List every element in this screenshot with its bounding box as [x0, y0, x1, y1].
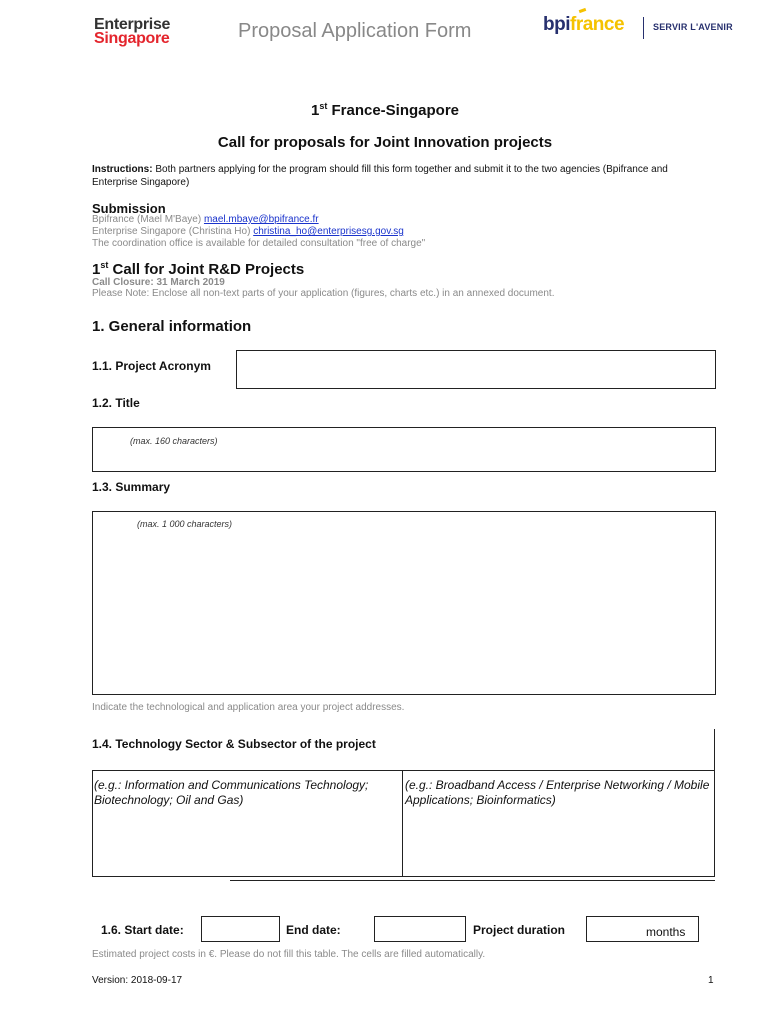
submission-note: The coordination office is available for detailed consultation "free of charge" [92, 238, 426, 249]
bpifrance-logo [543, 14, 624, 36]
logo-divider [643, 17, 644, 39]
heading-edition: 1st France-Singapore [310, 101, 460, 119]
logo-es-line1: Enterprise [94, 16, 171, 33]
version-label: Version: 2018-09-17 [92, 975, 183, 986]
acronym-label: 1.1. Project Acronym [92, 359, 211, 373]
acronym-field[interactable] [236, 350, 716, 389]
call-title: 1st Call for Joint R&D Projects [92, 260, 305, 278]
call-closure: Call Closure: 31 March 2019 [92, 277, 225, 288]
tech-table-right-border-top [714, 729, 715, 877]
summary-hint: (max. 1 000 characters) [137, 519, 233, 529]
email-link-esg[interactable]: christina_ho@enterprisesg.gov.sg [253, 226, 404, 237]
heading-call: Call for proposals for Joint Innovation projects [217, 134, 553, 151]
title-hint: (max. 160 characters) [130, 436, 218, 446]
start-date-field[interactable] [201, 916, 280, 942]
call-note: Please Note: Enclose all non-text parts of your application (figures, charts etc.) in an annexed document. [92, 288, 555, 299]
email-link-bpifrance[interactable]: mael.mbaye@bpifrance.fr [203, 214, 319, 225]
page-number: 1 [708, 975, 714, 986]
summary-label: 1.3. Summary [92, 480, 171, 494]
instructions [92, 163, 702, 189]
indicate-note: Indicate the technological and application area your project addresses. [92, 702, 405, 713]
title-label: 1.2. Title [92, 396, 140, 410]
duration-unit: months [646, 925, 686, 939]
submission-contact-esg: Enterprise Singapore (Christina Ho) christina_ho@enterprisesg.gov.sg [92, 226, 404, 237]
title-field[interactable] [92, 427, 716, 472]
tech-subsector-cell[interactable]: (e.g.: Broadband Access / Enterprise Networking / Mobile Applications; Bioinformatics) [405, 778, 710, 807]
end-date-label: End date: [286, 923, 341, 937]
tech-table-secondary-line [230, 880, 715, 881]
submission-contact-bpifrance: Bpifrance (Mael M'Baye) mael.mbaye@bpifrance.fr [92, 214, 319, 225]
submission-title: Submission [92, 201, 166, 216]
tech-sector-label: 1.4. Technology Sector & Subsector of the project [92, 737, 376, 751]
form-title: Proposal Application Form [238, 20, 472, 42]
tech-table-bottom-border [92, 876, 715, 877]
instructions-text: Both partners applying for the program should fill this form together and submit it to the two agencies (Bpifrance and Enterprise Singapore) [92, 164, 668, 188]
tech-table-left-border [92, 770, 93, 877]
tech-sector-cell[interactable]: (e.g.: Information and Communications Technology; Biotechnology; Oil and Gas) [94, 778, 369, 807]
section-general-title: 1. General information [92, 318, 252, 335]
bpifrance-tagline: SERVIR L'AVENIR [653, 22, 733, 32]
tech-table-middle-border [402, 770, 403, 877]
logo-es-line2: Singapore [94, 30, 170, 47]
enterprise-singapore-logo [94, 18, 194, 46]
logo-accent-mark [579, 8, 587, 13]
duration-label: Project duration [473, 923, 566, 937]
end-date-field[interactable] [374, 916, 466, 942]
instructions-label: Instructions: [92, 164, 153, 175]
summary-field[interactable] [92, 511, 716, 695]
start-date-label: 1.6. Start date: [101, 923, 184, 937]
logo-france-part: france [570, 14, 625, 35]
logo-bpi-part: bpi [543, 14, 570, 35]
tech-table-top-border [92, 770, 715, 771]
costs-note: Estimated project costs in €. Please do not fill this table. The cells are filled automatically. [92, 949, 486, 960]
